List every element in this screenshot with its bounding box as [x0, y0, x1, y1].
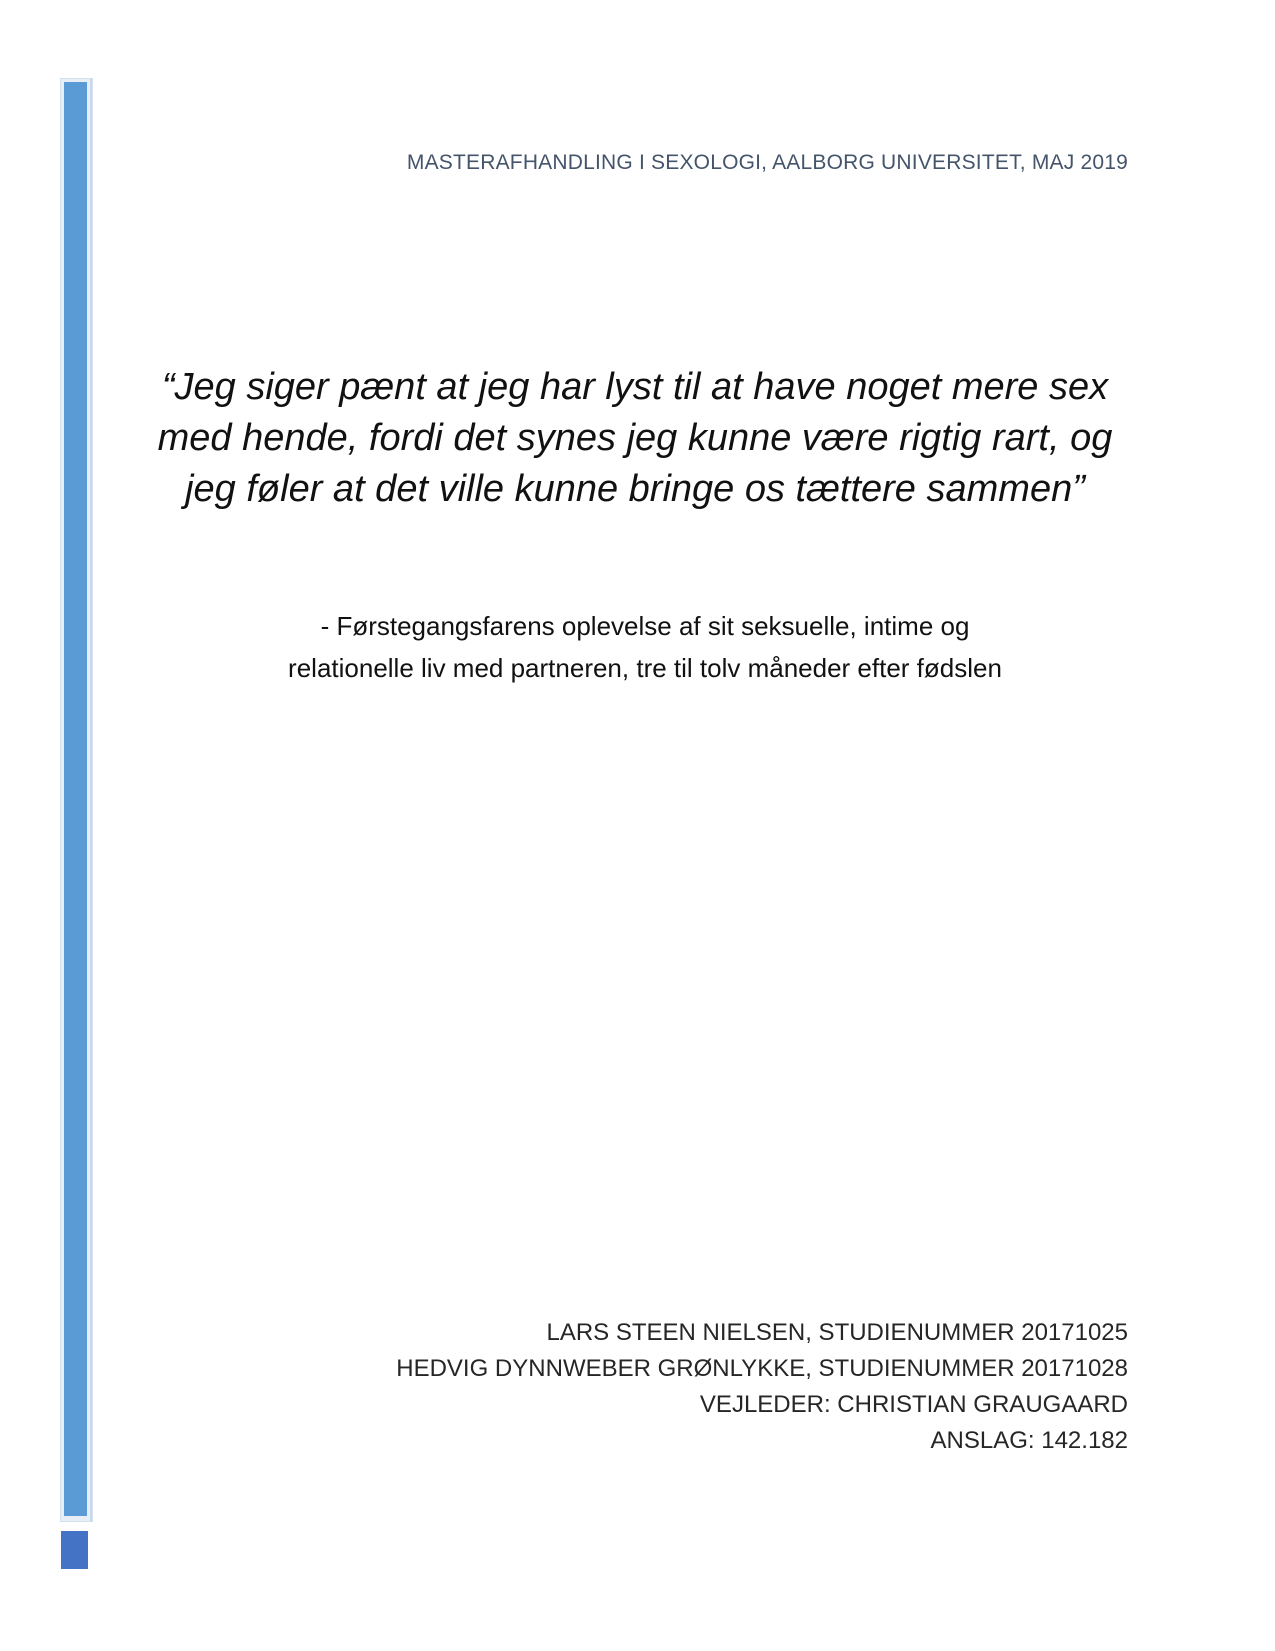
subtitle: [200, 605, 1090, 689]
sidebar-square: [61, 1531, 88, 1569]
document-header: MASTERAFHANDLING I SEXOLOGI, AALBORG UNIVERSITET, MAJ 2019: [406, 151, 1128, 174]
supervisor-line: VEJLEDER: CHRISTIAN GRAUGAARD: [699, 1391, 1128, 1418]
quote-line: “Jeg siger pænt at jeg har lyst til at have noget mere sex: [161, 366, 1109, 408]
author-line: HEDVIG DYNNWEBER GRØNLYKKE, STUDIENUMMER 20171028: [396, 1355, 1128, 1382]
quote-line: jeg føler at det ville kunne bringe os tættere sammen”: [185, 468, 1085, 510]
title-quote: [130, 362, 1140, 515]
author-block: [396, 1315, 1128, 1459]
author-line: LARS STEEN NIELSEN, STUDIENUMMER 20171025: [546, 1319, 1128, 1346]
subtitle-line: relationelle liv med partneren, tre til tolv måneder efter fødslen: [288, 653, 1002, 683]
sidebar-accent: [64, 82, 87, 1516]
subtitle-line: - Førstegangsfarens oplevelse af sit seksuelle, intime og: [320, 611, 970, 641]
character-count-line: ANSLAG: 142.182: [930, 1427, 1128, 1454]
sidebar-edge-line: [90, 78, 92, 1522]
quote-line: med hende, fordi det synes jeg kunne være rigtig rart, og: [157, 417, 1113, 459]
